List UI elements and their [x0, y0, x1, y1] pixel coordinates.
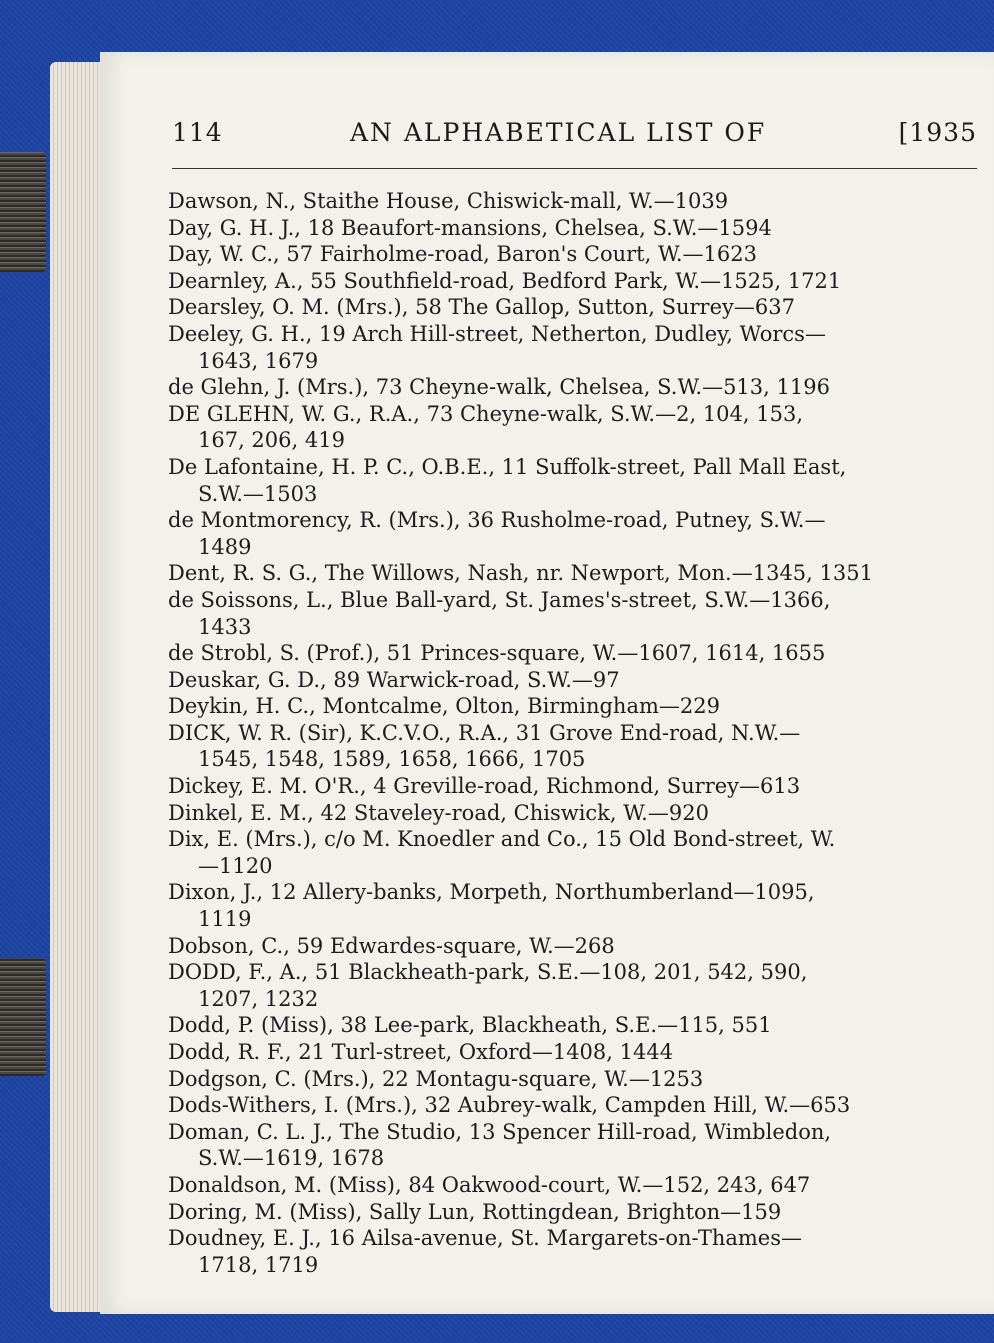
entry-line: Dixon, J., 12 Allery-banks, Morpeth, Northumberland—1095,	[168, 880, 815, 905]
entry-line: Doring, M. (Miss), Sally Lun, Rottingdean, Brighton—159	[168, 1199, 782, 1224]
directory-entry	[168, 933, 968, 960]
directory-list	[168, 188, 968, 1278]
entry-continuation: 1433	[198, 614, 252, 639]
running-head	[172, 118, 977, 158]
directory-entry	[168, 1119, 968, 1172]
entry-line: DE GLEHN, W. G., R.A., 73 Cheyne-walk, S.W.—2, 104, 153,	[168, 401, 804, 426]
header-rule	[172, 168, 977, 169]
directory-entry	[168, 1199, 968, 1226]
page-title: AN ALPHABETICAL LIST OF	[350, 118, 767, 147]
entry-line: Doman, C. L. J., The Studio, 13 Spencer Hill-road, Wimbledon,	[168, 1119, 832, 1144]
directory-entry	[168, 321, 968, 374]
entry-continuation: 167, 206, 419	[198, 428, 345, 453]
entry-line: Day, G. H. J., 18 Beaufort-mansions, Chelsea, S.W.—1594	[168, 215, 772, 240]
entry-line: Dent, R. S. G., The Willows, Nash, nr. Newport, Mon.—1345, 1351	[168, 561, 873, 586]
entry-line: DODD, F., A., 51 Blackheath-park, S.E.—108, 201, 542, 590,	[168, 960, 808, 985]
directory-entry	[168, 268, 968, 295]
entry-continuation: S.W.—1503	[198, 481, 318, 506]
entry-line: Doudney, E. J., 16 Ailsa-avenue, St. Margarets-on-Thames—	[168, 1226, 803, 1251]
entry-continuation: 1643, 1679	[198, 348, 319, 373]
entry-line: Dinkel, E. M., 42 Staveley-road, Chiswick, W.—920	[168, 800, 709, 825]
entry-line: Day, W. C., 57 Fairholme-road, Baron's Court, W.—1623	[168, 242, 758, 267]
entry-continuation: 1489	[198, 534, 252, 559]
directory-entry	[168, 959, 968, 1012]
entry-line: Dodd, R. F., 21 Turl-street, Oxford—1408, 1444	[168, 1040, 674, 1064]
entry-line: Dobson, C., 59 Edwardes-square, W.—268	[168, 933, 615, 958]
page-number: 114	[172, 118, 223, 147]
directory-entry	[168, 640, 968, 667]
torn-spine-lower	[0, 958, 46, 1076]
entry-line: Dickey, E. M. O'R., 4 Greville-road, Richmond, Surrey—613	[168, 774, 801, 799]
directory-entry	[168, 454, 968, 507]
directory-entry	[168, 773, 968, 800]
directory-entry	[168, 826, 968, 879]
year-label: [1935	[898, 118, 977, 147]
torn-spine-upper	[0, 152, 46, 272]
directory-entry	[168, 374, 968, 401]
entry-continuation: 1545, 1548, 1589, 1658, 1666, 1705	[198, 747, 586, 772]
entry-line: Dods-Withers, I. (Mrs.), 32 Aubrey-walk, Campden Hill, W.—653	[168, 1093, 851, 1118]
directory-entry	[168, 667, 968, 694]
directory-entry	[168, 294, 968, 321]
directory-entry	[168, 1225, 968, 1278]
entry-line: DICK, W. R. (Sir), K.C.V.O., R.A., 31 Grove End-road, N.W.—	[168, 720, 801, 745]
entry-continuation: S.W.—1619, 1678	[198, 1146, 385, 1171]
directory-entry	[168, 693, 968, 720]
entry-line: Deuskar, G. D., 89 Warwick-road, S.W.—97	[168, 667, 620, 692]
entry-line: Dodd, P. (Miss), 38 Lee-park, Blackheath, S.E.—115, 551	[168, 1013, 772, 1038]
directory-entry	[168, 401, 968, 454]
directory-entry	[168, 241, 968, 268]
entry-line: Dodgson, C. (Mrs.), 22 Montagu-square, W.—1253	[168, 1066, 704, 1091]
directory-entry	[168, 800, 968, 827]
entry-line: de Glehn, J. (Mrs.), 73 Cheyne-walk, Chelsea, S.W.—513, 1196	[168, 375, 830, 400]
entry-continuation: 1119	[198, 907, 252, 932]
entry-line: Dearnley, A., 55 Southfield-road, Bedford Park, W.—1525, 1721	[168, 268, 842, 293]
directory-entry	[168, 188, 968, 215]
entry-line: Deykin, H. C., Montcalme, Olton, Birmingham—229	[168, 694, 720, 719]
directory-entry	[168, 560, 968, 587]
directory-entry	[168, 587, 968, 640]
entry-line: de Strobl, S. (Prof.), 51 Princes-square, W.—1607, 1614, 1655	[168, 641, 826, 666]
directory-entry	[168, 1012, 968, 1039]
entry-line: Dawson, N., Staithe House, Chiswick-mall, W.—1039	[168, 189, 729, 213]
entry-continuation: 1207, 1232	[198, 986, 319, 1011]
directory-entry	[168, 507, 968, 560]
entry-continuation: 1718, 1719	[198, 1252, 319, 1277]
directory-entry	[168, 879, 968, 932]
entry-line: De Lafontaine, H. P. C., O.B.E., 11 Suffolk-street, Pall Mall East,	[168, 454, 847, 479]
entry-line: Dix, E. (Mrs.), c/o M. Knoedler and Co., 15 Old Bond-street, W.	[168, 827, 836, 852]
directory-entry	[168, 1092, 968, 1119]
entry-line: Dearsley, O. M. (Mrs.), 58 The Gallop, Sutton, Surrey—637	[168, 295, 795, 320]
directory-entry	[168, 720, 968, 773]
directory-entry	[168, 215, 968, 242]
entry-line: de Montmorency, R. (Mrs.), 36 Rusholme-road, Putney, S.W.—	[168, 508, 826, 533]
entry-continuation: —1120	[198, 853, 273, 878]
directory-entry	[168, 1172, 968, 1199]
entry-line: Deeley, G. H., 19 Arch Hill-street, Netherton, Dudley, Worcs—	[168, 321, 826, 346]
directory-entry	[168, 1066, 968, 1093]
entry-line: Donaldson, M. (Miss), 84 Oakwood-court, W.—152, 243, 647	[168, 1172, 811, 1197]
entry-line: de Soissons, L., Blue Ball-yard, St. James's-street, S.W.—1366,	[168, 587, 831, 612]
directory-entry	[168, 1039, 968, 1066]
